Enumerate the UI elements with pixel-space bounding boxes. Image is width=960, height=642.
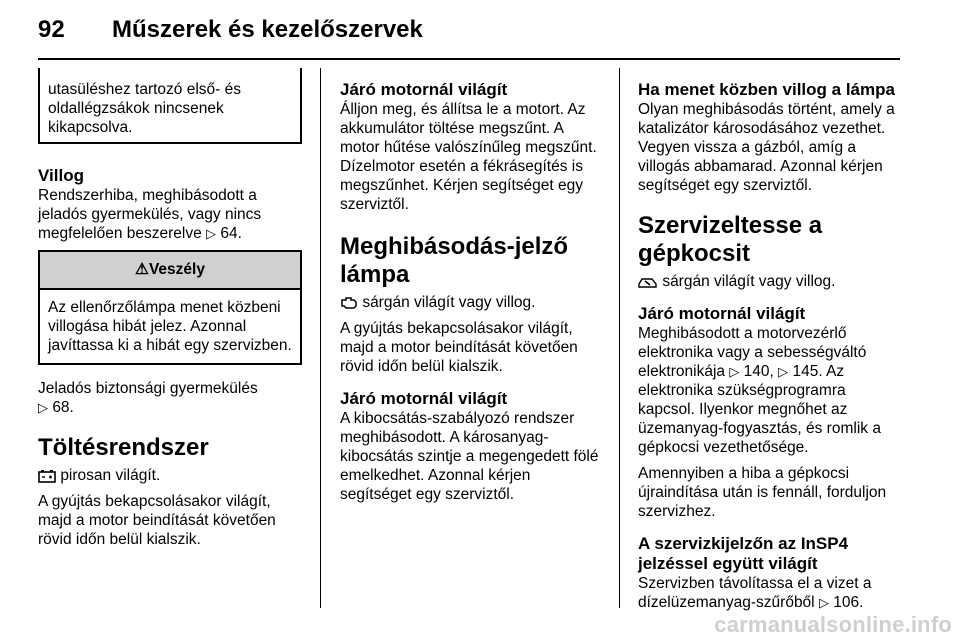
ref-arrow-icon: ▷ — [818, 595, 829, 610]
mil-text: A gyújtás bekapcsolásakor világít, majd a motor beindítását követően rövid időn belül kialszik. — [340, 320, 578, 375]
warning-triangle-icon: ⚠ — [135, 261, 149, 278]
mil-heading: Meghibásodás-jelző lámpa — [340, 233, 569, 288]
mil-icon-line — [340, 293, 602, 312]
villog-heading: Villog — [38, 166, 84, 185]
insp-ref: 106. — [833, 594, 864, 611]
seat-text: Jeladós biztonsági gyermekülés — [38, 380, 258, 397]
running3-text-a: Meghibásodott a motorvezérlő elektronika vagy a sebességváltó elektronikája — [638, 325, 867, 380]
header-rule — [38, 58, 900, 60]
ref-arrow-icon: ▷ — [206, 226, 217, 241]
running3-paragraph — [638, 324, 902, 457]
danger-label: Veszély — [148, 261, 205, 278]
blink-heading: Ha menet közben villog a lámpa — [638, 80, 895, 99]
ref-arrow-icon: ▷ — [778, 364, 789, 379]
running1-heading: Járó motornál világít — [340, 80, 508, 99]
persist-text: Amennyiben a hiba a gépkocsi újraindítása után is fennáll, forduljon szervizhez. — [638, 465, 887, 520]
insp-heading: A szervizkijelzőn az InSP4 jelzéssel együtt világít — [638, 534, 849, 573]
villog-text: Rendszerhiba, meghibásodott a jeladós gyermekülés, vagy nincs megfelelően beszerelve — [38, 187, 262, 242]
villog-paragraph — [38, 186, 302, 243]
charging-icon-text: pirosan világít. — [60, 467, 161, 484]
charging-heading: Töltésrendszer — [38, 434, 209, 461]
insp-paragraph — [638, 574, 902, 612]
ref-arrow-icon: ▷ — [729, 364, 740, 379]
running3-heading: Járó motornál világít — [638, 304, 806, 323]
page-title: Műszerek és kezelőszervek — [112, 16, 423, 43]
insp-text: Szervizben távolítassa el a vizet a dízelüzemanyag-szűrőből — [638, 575, 872, 611]
column-divider-2 — [619, 68, 620, 608]
danger-header — [40, 252, 300, 290]
blink-text: Olyan meghibásodás történt, amely a katalizátor károsodásához vezethet. Vegyen vissza a gázból, amíg a villogás abbamarad. Azonnal kérjen segítséget egy szerviztől. — [638, 101, 895, 194]
wrench-car-icon — [638, 275, 658, 289]
danger-text: Az ellenőrzőlámpa menet közbeni villogása hibát jelez. Azonnal javíttassa ki a hibát egy szervizben. — [48, 299, 292, 354]
running2-heading: Járó motornál világít — [340, 389, 508, 408]
service-heading: Szervizeltesse a gépkocsit — [638, 212, 823, 267]
ref-arrow-icon: ▷ — [38, 400, 48, 415]
engine-icon — [340, 296, 358, 310]
running3-ref1: 140, — [743, 363, 774, 380]
danger-box — [38, 250, 302, 365]
running1-text: Álljon meg, és állítsa le a motort. Az akkumulátor töltése megszűnt. A motor hűtése valószínűleg megszűnt. Dízelmotor esetén a fékrásegítés is megszűnhet. Kérjen segítséget egy szerviztől. — [340, 101, 597, 213]
battery-icon — [38, 469, 56, 483]
running2-text: A kibocsátás-szabályozó rendszer meghibásodott. A károsanyag-kibocsátás szintje a megengedett fölé emelkedhet. Azonnal kérjen segítséget egy szerviztől. — [340, 410, 599, 503]
villog-ref: 64. — [220, 225, 242, 242]
charging-text: A gyújtás bekapcsolásakor világít, majd a motor beindítását követően rövid időn belül kialszik. — [38, 493, 276, 548]
page-header — [38, 6, 900, 58]
running3-ref2: 145. Az elektronika szükségprogramra kapcsol. Ilyenkor megnőhet az üzemanyag-fogyasztás, és romlik a gépkocsi vezethetősége. — [638, 363, 881, 456]
watermark: carmanualsonline.info — [714, 612, 952, 637]
page-number: 92 — [38, 16, 65, 43]
continued-note-box — [38, 68, 302, 144]
charging-icon-line — [38, 466, 302, 485]
column-divider-1 — [320, 68, 321, 608]
service-icon-text: sárgán világít vagy villog. — [662, 273, 836, 290]
service-icon-line — [638, 272, 902, 291]
mil-icon-text: sárgán világít vagy villog. — [362, 294, 536, 311]
continued-note-text: utasüléshez tartozó első- és oldallégzsákok nincsenek kikapcsolva. — [48, 81, 241, 136]
column-1 — [38, 68, 302, 556]
seat-ref: 68. — [52, 399, 74, 416]
seat-paragraph — [38, 379, 302, 417]
column-3 — [638, 68, 902, 619]
column-2 — [340, 68, 602, 511]
